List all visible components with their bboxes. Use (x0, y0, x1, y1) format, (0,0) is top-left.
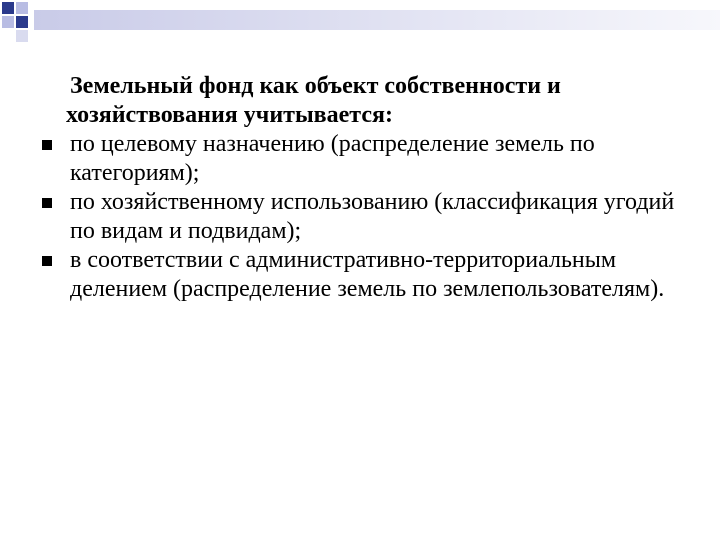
bullet-text: в соответствии с административно-территориальным делением (распределение земель по землепользователям). (70, 247, 665, 302)
square-bullet-icon (42, 140, 52, 150)
square-bullet-icon (42, 198, 52, 208)
bullet-item (40, 188, 680, 246)
slide-content (40, 72, 680, 304)
deco-square-light (16, 30, 28, 42)
deco-square-navy-1 (2, 2, 14, 14)
square-bullet-icon (42, 256, 52, 266)
bullet-list (40, 130, 680, 304)
intro-text: Земельный фонд как объект собственности и хозяйствования учитывается: (66, 73, 561, 128)
header-bar (34, 10, 720, 30)
bullet-item (40, 246, 680, 304)
deco-square-navy-2 (16, 16, 28, 28)
bullet-item (40, 130, 680, 188)
deco-square-lavender-2 (2, 16, 14, 28)
bullet-text: по целевому назначению (распределение земель по категориям); (70, 131, 595, 186)
bullet-text: по хозяйственному использованию (классификация угодий по видам и подвидам); (70, 189, 675, 244)
header-decoration (0, 0, 720, 46)
deco-square-lavender-1 (16, 2, 28, 14)
